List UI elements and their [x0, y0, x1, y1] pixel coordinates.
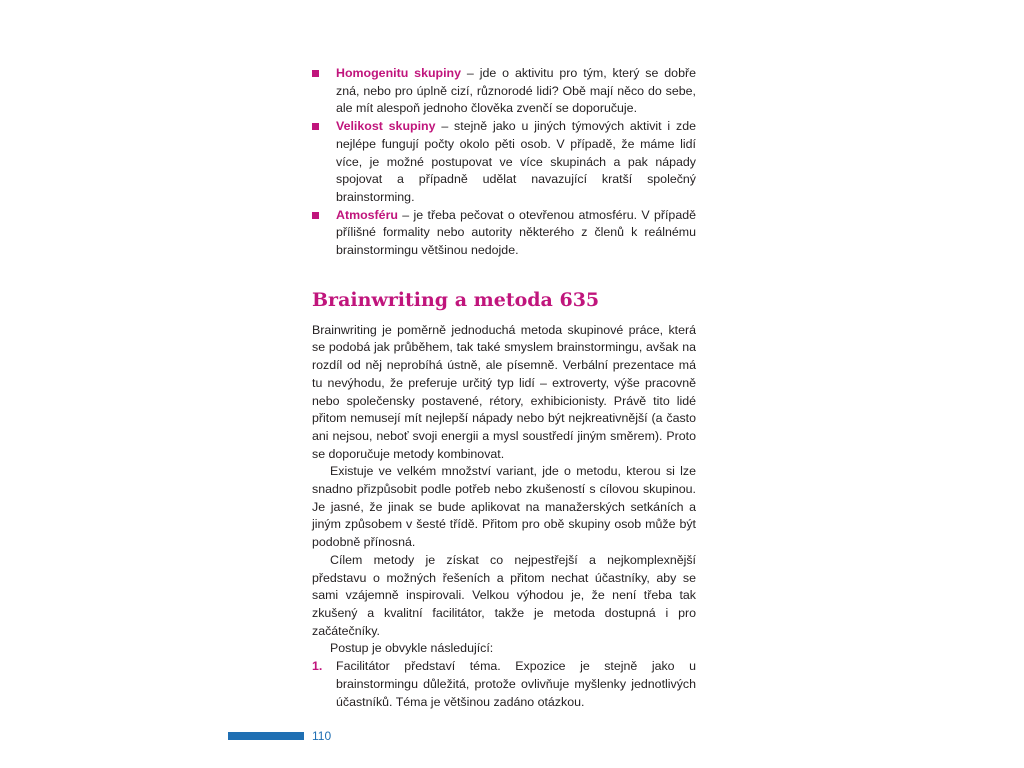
paragraph: Cílem metody je získat co nejpestřejší a nejkomplexnější představu o možných řešeních a přitom nechat účastníky, aby se sami vzájemně inspirovali. Velkou výhodou je, že není třeba tak zkušený a kvalitní facilitátor, takže je metoda dostupná i pro začátečníky. — [312, 552, 696, 638]
step-text: Facilitátor představí téma. Expozice je stejně jako u brainstormingu důležitá, protože ovlivňuje myšlenky jednotlivých účastníků. Téma je většinou zadáno otázkou. — [336, 659, 696, 709]
factor-list — [312, 65, 696, 260]
paragraph: Postup je obvykle následující: — [330, 641, 494, 656]
square-bullet-icon — [312, 212, 319, 219]
step-number: 1. — [312, 659, 323, 674]
bullet-term: Homogenitu skupiny — [336, 66, 461, 80]
steps-list — [312, 658, 696, 711]
list-item — [312, 118, 696, 207]
list-item — [312, 65, 696, 118]
bullet-term: Atmosféru — [336, 207, 398, 222]
book-page — [228, 0, 796, 768]
section-heading: Brainwriting a metoda 635 — [312, 288, 600, 311]
list-item — [312, 658, 696, 711]
paragraph: Brainwriting je poměrně jednoduchá metoda skupinové práce, která se podobá jak průběhem, tak také smyslem brainstormingu, avšak na rozdíl od něj neprobíhá ústně, ale písemně. Verbální prezentace má tu nevýhodu, že preferuje určitý typ lidí – extroverty, výše pracovně nebo společensky postavené, rétory, exhibicionisty. Právě tito lidé přitom nemusejí mít nejlepší nápady nebo být nejkreativnější (a často ani nejsou, neboť svoji energii a mysl soustředí jiným směrem). Proto se doporučuje metody kombinovat. — [312, 322, 696, 461]
square-bullet-icon — [312, 70, 319, 77]
paragraph: Existuje ve velkém množství variant, jde o metodu, kterou si lze snadno přizpůsobit podle potřeb nebo zkušeností s cílovou skupinou. Je jasné, že jinak se bude aplikovat na manažerských setkáních a jiným způsobem v šesté třídě. Přitom pro obě skupiny osob může být podobně přínosná. — [312, 464, 696, 550]
bullet-text: – stejně jako u jiných týmových aktivit i zde nejlépe fungují počty okolo pěti osob. V případě, že máme lidí více, je možné postupovat ve více skupinách a pak nápady spojovat a případně udělat navazující kratší společný brainstorming. — [336, 119, 696, 204]
page-content — [312, 65, 696, 711]
bullet-text: – je třeba pečovat o otevřenou atmosféru. V případě přílišné formality nebo autority některého z členů k reálnému brainstormingu většinou nedojde. — [336, 207, 696, 258]
list-item — [312, 207, 696, 260]
bullet-text: – jde o aktivitu pro tým, který se dobře zná, nebo pro úplně cizí, různorodé lidi? Obě mají něco do sebe, ale mít alespoň jednoho člověka zvenčí se doporučuje. — [336, 66, 696, 116]
footer-bar — [228, 732, 304, 740]
square-bullet-icon — [312, 123, 319, 130]
bullet-term: Velikost skupiny — [336, 119, 436, 134]
page-number: 110 — [312, 729, 332, 743]
